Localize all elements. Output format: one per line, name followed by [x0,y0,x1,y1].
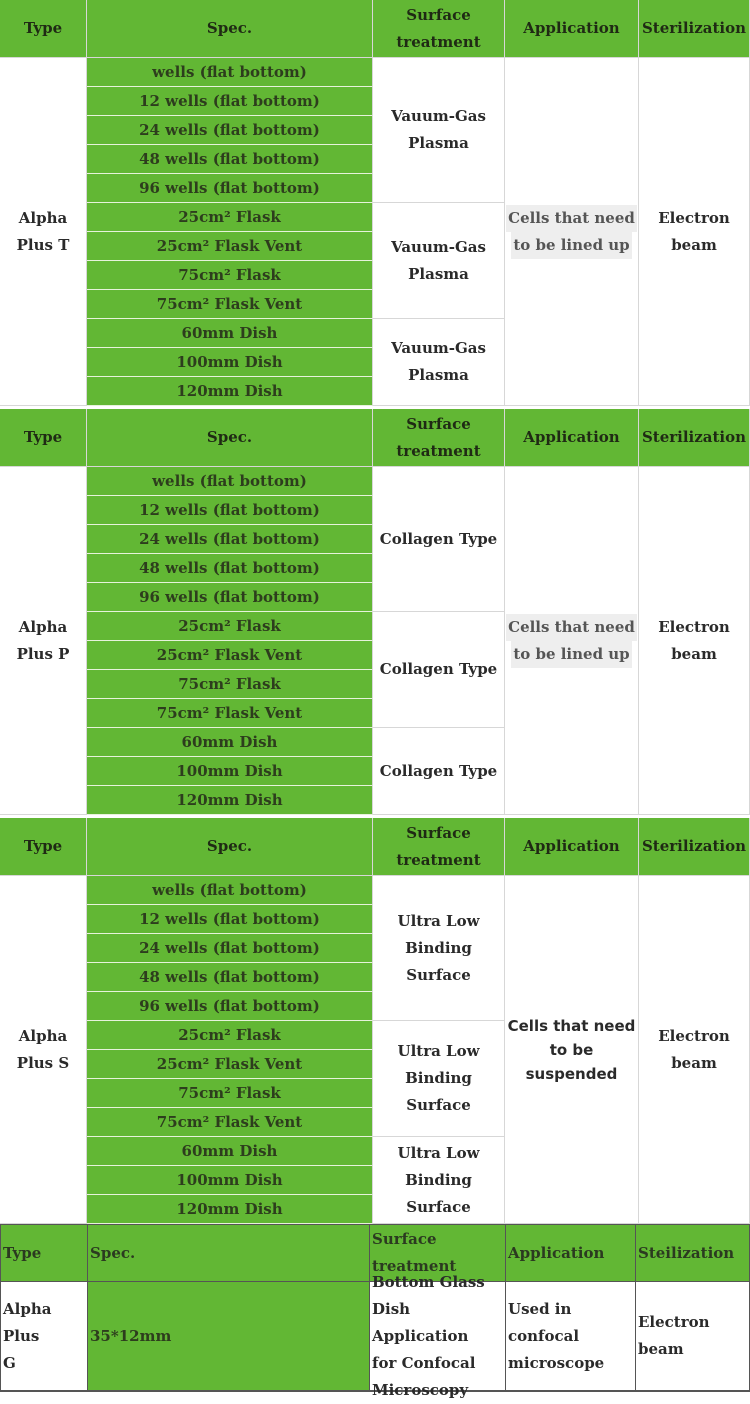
spec-row [87,377,373,406]
g-header-type [1,1225,88,1282]
product-table-4 [0,1224,750,1399]
type-line2: Plus P [16,644,70,663]
header-sterilization [639,409,750,467]
surface-line1: Vauum-Gas [391,237,486,256]
spec-label: 60mm Dish [181,1141,278,1160]
application-cell [505,467,639,815]
spec-label: 25cm² Flask [178,1025,281,1044]
spec-row [87,525,373,554]
application-cell [505,876,639,1224]
spec-label: 25cm² Flask Vent [156,1054,303,1073]
surface-line2: Binding Surface [405,1170,472,1216]
type-cell [0,58,87,406]
surface-line2: Plasma [408,134,469,152]
spec-label: 25cm² Flask Vent [156,236,303,255]
spec-row [87,786,373,815]
spec-label: 100mm Dish [176,1170,283,1189]
header-surface-line2: treatment [396,32,481,51]
g-header-type-label: Type [3,1243,42,1262]
header-spec [87,818,373,876]
g-application-line2: microscope [508,1353,605,1372]
spec-label: 48 wells (flat bottom) [139,149,320,168]
spec-label: 48 wells (flat bottom) [139,558,320,577]
header-surface-line1: Surface [406,414,471,433]
spec-label: 12 wells (flat bottom) [139,500,320,519]
g-header-spec [88,1225,370,1282]
surface-line1: Ultra Low [397,1042,480,1060]
surface-line1: Ultra Low [397,1143,480,1162]
surface-cell [373,728,505,815]
spec-label: 60mm Dish [181,323,278,342]
spec-label: wells (flat bottom) [152,471,307,490]
g-header-spec-label: Spec. [90,1243,136,1262]
header-spec-label: Spec. [206,19,253,37]
spec-row [87,174,373,203]
spec-label: 75cm² Flask Vent [156,703,303,722]
sterilization-line2: beam [671,235,717,254]
g-header-sterilization-label: Steilization [638,1243,735,1262]
header-surface [373,818,505,876]
sterilization-line1: Electron [658,1026,730,1045]
surface-line1: Vauum-Gas [391,107,486,125]
spec-row [87,145,373,174]
spec-label: 24 wells (flat bottom) [139,529,320,548]
spec-label: wells (flat bottom) [152,62,307,81]
header-spec-label: Spec. [206,837,253,855]
header-type [0,0,87,58]
spec-label: 96 wells (flat bottom) [139,996,320,1015]
header-type-label: Type [23,19,63,37]
spec-label: 100mm Dish [176,761,283,780]
spec-row [87,290,373,319]
g-header-sterilization [636,1225,749,1282]
g-surface-line: Microscopy [372,1380,469,1399]
g-spec-cell [88,1282,370,1391]
spec-label: 120mm Dish [176,790,283,809]
spec-row [87,1137,373,1166]
spec-label: 75cm² Flask [178,674,281,693]
surface-line1: Collagen Type [379,761,498,780]
surface-line2: Binding Surface [405,1069,472,1114]
g-sterilization-line1: Electron [638,1313,710,1331]
spec-row [87,1079,373,1108]
surface-cell [373,58,505,203]
sterilization-line2: beam [671,1053,717,1072]
surface-line1: Vauum-Gas [391,339,486,357]
spec-label: wells (flat bottom) [152,880,307,899]
spec-row [87,905,373,934]
spec-row [87,934,373,963]
type-line1: Alpha [18,208,68,227]
g-header-surface-line2: treatment [372,1257,457,1275]
header-surface [373,0,505,58]
spec-label: 96 wells (flat bottom) [139,178,320,197]
g-surface-line: Bottom Glass [372,1272,485,1291]
application-line2: to be lined up [511,232,631,259]
header-surface-line1: Surface [406,823,471,842]
type-line1: Alpha [18,617,68,636]
spec-row [87,348,373,377]
spec-row [87,319,373,348]
spec-row [87,963,373,992]
header-type-label: Type [23,428,63,446]
g-spec-label: 35*12mm [90,1326,172,1345]
spec-row [87,116,373,145]
surface-line1: Collagen Type [379,529,498,548]
application-cell [505,58,639,406]
header-spec-label: Spec. [206,428,253,446]
spec-row [87,467,373,496]
sterilization-cell [639,876,750,1224]
spec-row [87,757,373,786]
spec-row [87,1166,373,1195]
product-table-2 [0,409,750,815]
header-sterilization-label: Sterilization [641,428,747,446]
g-sterilization-line2: beam [638,1340,684,1358]
spec-label: 12 wells (flat bottom) [139,91,320,110]
sterilization-cell [639,467,750,815]
spec-label: 75cm² Flask [178,265,281,284]
g-type-line1: Alpha Plus [3,1299,52,1345]
spec-row [87,641,373,670]
spec-label: 75cm² Flask Vent [156,294,303,313]
sterilization-line2: beam [671,644,717,663]
product-table-3 [0,818,750,1224]
header-application-label: Application [523,837,620,855]
surface-line1: Ultra Low [397,911,480,930]
header-type-label: Type [23,837,63,855]
surface-line2: Binding Surface [405,938,472,984]
product-table-1 [0,0,750,406]
spec-label: 25cm² Flask [178,616,281,635]
spec-row [87,1195,373,1224]
spec-row [87,261,373,290]
sterilization-line1: Electron [658,617,730,636]
header-application-label: Application [523,19,620,37]
g-header-application [506,1225,636,1282]
header-surface-line2: treatment [396,441,481,460]
spec-row [87,583,373,612]
header-surface-line1: Surface [406,5,471,24]
application-line1: Cells that need [506,205,637,232]
sterilization-line1: Electron [658,208,730,227]
application-line1: Cells that need [507,1016,636,1035]
spec-label: 25cm² Flask Vent [156,645,303,664]
spec-row [87,670,373,699]
spec-label: 120mm Dish [176,381,283,400]
spec-row [87,58,373,87]
surface-line2: Plasma [408,264,469,283]
spec-label: 75cm² Flask Vent [156,1112,303,1131]
spec-label: 60mm Dish [181,732,278,751]
surface-cell [373,1021,505,1137]
spec-row [87,876,373,905]
header-spec [87,0,373,58]
g-surface-line: Dish Application [372,1299,469,1345]
header-surface-line2: treatment [396,850,481,869]
header-application-label: Application [523,428,620,446]
spec-row [87,232,373,261]
application-line2: to be lined up [511,641,631,668]
g-application-line1: Used in confocal [508,1299,580,1345]
g-type-line2: G [3,1353,16,1372]
g-application-cell [506,1282,636,1391]
g-type-cell [1,1282,88,1391]
spec-row [87,496,373,525]
application-line1: Cells that need [506,614,637,641]
header-type [0,818,87,876]
header-sterilization [639,818,750,876]
spec-row [87,554,373,583]
type-line2: Plus S [16,1053,70,1072]
spec-label: 75cm² Flask [178,1083,281,1102]
header-application [505,409,639,467]
type-line1: Alpha [18,1026,68,1045]
spec-row [87,612,373,641]
header-sterilization [639,0,750,58]
type-line2: Plus T [16,235,70,254]
spec-row [87,87,373,116]
application-line2: to be suspended [525,1040,618,1083]
surface-cell [373,1137,505,1224]
spec-label: 96 wells (flat bottom) [139,587,320,606]
spec-row [87,1108,373,1137]
spec-label: 48 wells (flat bottom) [139,967,320,986]
spec-row [87,1021,373,1050]
type-cell [0,876,87,1224]
header-surface [373,409,505,467]
g-surface-line: for Confocal [372,1353,476,1372]
sterilization-cell [639,58,750,406]
header-type [0,409,87,467]
spec-label: 100mm Dish [176,352,283,371]
spec-row [87,203,373,232]
spec-row [87,699,373,728]
g-header-surface-line1: Surface [372,1230,437,1248]
spec-label: 120mm Dish [176,1199,283,1218]
header-sterilization-label: Sterilization [641,837,747,855]
spec-row [87,1050,373,1079]
spec-label: 12 wells (flat bottom) [139,909,320,928]
surface-cell [373,876,505,1021]
header-application [505,818,639,876]
spec-row [87,728,373,757]
surface-line1: Collagen Type [379,660,498,678]
surface-line2: Plasma [408,366,469,384]
header-application [505,0,639,58]
spec-label: 24 wells (flat bottom) [139,120,320,139]
surface-cell [373,467,505,612]
surface-cell [373,612,505,728]
type-cell [0,467,87,815]
spec-label: 24 wells (flat bottom) [139,938,320,957]
header-sterilization-label: Sterilization [641,19,747,37]
g-sterilization-cell [636,1282,749,1391]
g-surface-cell [370,1272,506,1399]
surface-cell [373,203,505,319]
surface-cell [373,319,505,406]
spec-row [87,992,373,1021]
spec-label: 25cm² Flask [178,207,281,226]
header-spec [87,409,373,467]
g-header-application-label: Application [508,1243,605,1262]
